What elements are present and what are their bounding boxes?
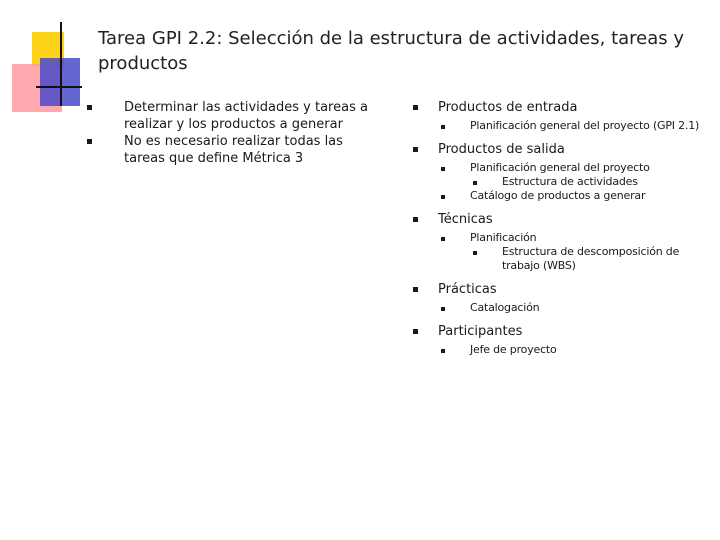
sub-sublist-item (470, 175, 700, 189)
square-bullet-icon (413, 217, 418, 222)
square-bullet-icon (441, 237, 445, 241)
sublist-item (438, 343, 700, 357)
square-bullet-icon (441, 167, 445, 171)
left-column (84, 99, 384, 167)
sublist-text: Planificación general del proyecto (470, 161, 650, 174)
list-item-participantes (410, 323, 700, 357)
sublist-text: Catálogo de productos a generar (470, 189, 646, 202)
list-item-salida (410, 141, 700, 203)
sublist-item (438, 161, 700, 189)
list-item-tecnicas (410, 211, 700, 273)
sub-sublist (470, 245, 700, 273)
sublist-text: Catalogación (470, 301, 540, 314)
right-bullet-list (410, 99, 700, 357)
left-bullet-list (84, 99, 384, 167)
square-bullet-icon (87, 105, 92, 110)
square-bullet-icon (473, 181, 477, 185)
square-bullet-icon (87, 139, 92, 144)
sub-sublist-item (470, 245, 700, 273)
sublist-item (438, 189, 700, 203)
sublist-item (438, 301, 700, 315)
sublist (438, 161, 700, 203)
sublist (438, 343, 700, 357)
sublist-text: Planificación (470, 231, 537, 244)
square-bullet-icon (413, 147, 418, 152)
list-item (84, 133, 384, 167)
section-label: Prácticas (438, 282, 497, 297)
list-item (84, 99, 384, 133)
sublist-text: Jefe de proyecto (470, 343, 557, 356)
sublist (438, 119, 700, 133)
slide-title: Tarea GPI 2.2: Selección de la estructura de actividades, tareas y productos (98, 28, 685, 74)
sub-sublist-text: Estructura de descomposición de trabajo (WBS) (502, 245, 680, 272)
square-bullet-icon (441, 349, 445, 353)
square-bullet-icon (413, 105, 418, 110)
list-item-entrada (410, 99, 700, 133)
sublist (438, 231, 700, 273)
sublist (438, 301, 700, 315)
bullet-text: No es necesario realizar todas las tareas que define Métrica 3 (124, 134, 343, 166)
decorative-horizontal-line (36, 86, 82, 88)
square-bullet-icon (413, 287, 418, 292)
square-bullet-icon (441, 125, 445, 129)
square-bullet-icon (441, 307, 445, 311)
square-bullet-icon (413, 329, 418, 334)
section-label: Participantes (438, 324, 523, 339)
section-label: Técnicas (438, 212, 493, 227)
square-bullet-icon (441, 195, 445, 199)
section-label: Productos de entrada (438, 100, 578, 115)
sublist-item (438, 119, 700, 133)
bullet-text: Determinar las actividades y tareas a realizar y los productos a generar (124, 100, 368, 132)
sub-sublist-text: Estructura de actividades (502, 175, 638, 188)
square-bullet-icon (473, 251, 477, 255)
sublist-text: Planificación general del proyecto (GPI 2.1) (470, 119, 700, 132)
sub-sublist (470, 175, 700, 189)
sublist-item (438, 231, 700, 273)
right-column (410, 99, 700, 359)
list-item-practicas (410, 281, 700, 315)
decorative-vertical-line (60, 22, 62, 106)
section-label: Productos de salida (438, 142, 565, 157)
